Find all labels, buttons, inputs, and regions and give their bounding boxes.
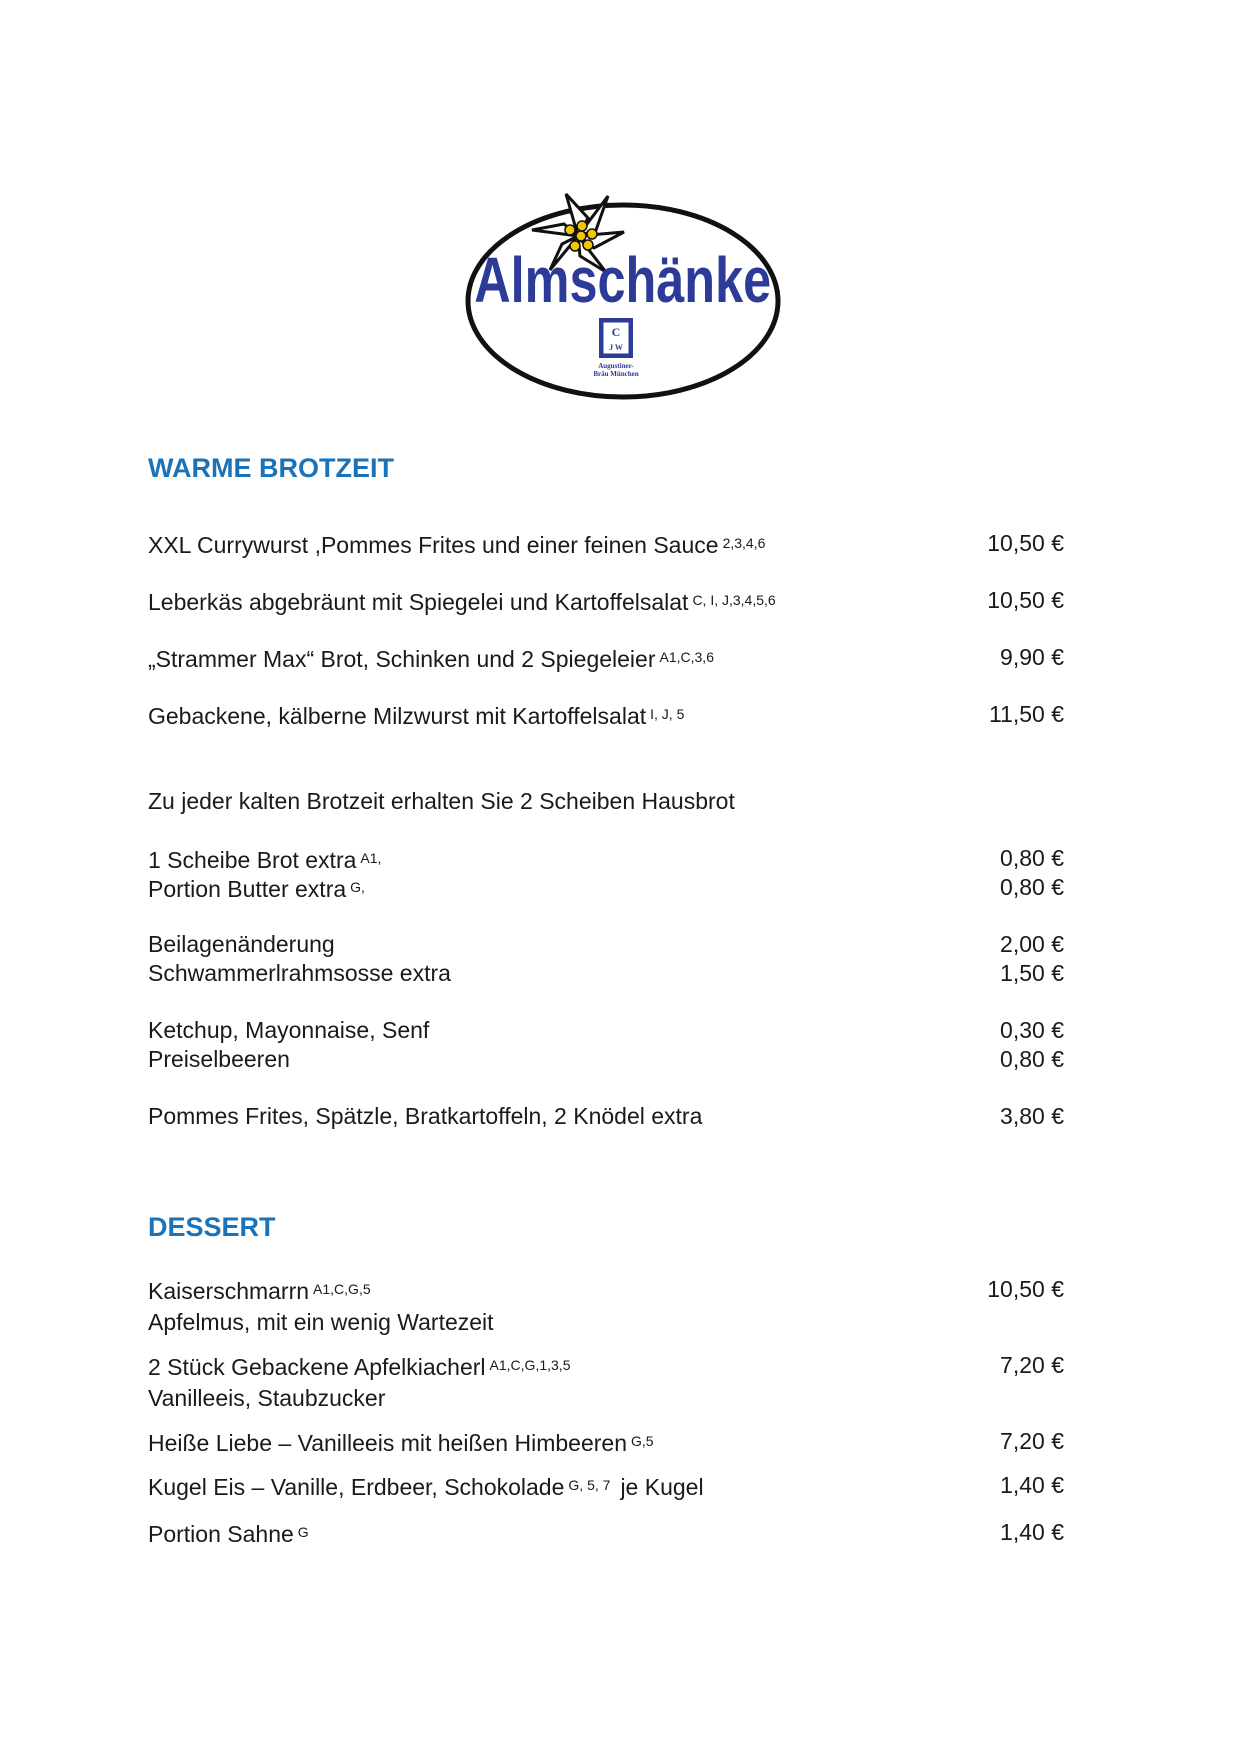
item-name: „Strammer Max“ Brot, Schinken und 2 Spiegeleier $^{A1,C,3,6}$: [148, 646, 714, 672]
item-price: 0,80 €: [1000, 874, 1064, 900]
item-allergens: A1,: [360, 850, 382, 866]
item-name: Heiße Liebe – Vanilleeis mit heißen Himbeeren $^{G,5}$: [148, 1430, 654, 1456]
item-price: 10,50 €: [987, 530, 1064, 556]
item-name: Portion Sahne $^G$: [148, 1521, 309, 1547]
item-price: 0,30 €: [1000, 1017, 1064, 1043]
item-price: 0,80 €: [1000, 845, 1064, 871]
item-allergens: G: [297, 1524, 309, 1540]
item-price: 7,20 €: [1000, 1428, 1064, 1454]
item-name: XXL Currywurst ,Pommes Frites und einer feinen Sauce $^{2,3,4,6}$: [148, 532, 766, 558]
logo-caption-1: Augustiner-: [598, 362, 634, 370]
logo-brand-text: Almschänke: [474, 245, 772, 317]
item-price: 10,50 €: [987, 587, 1064, 613]
item-allergens: 2,3,4,6: [722, 535, 766, 551]
logo-caption-2: Bräu München: [593, 370, 639, 378]
logo-badge-bottom: J W: [609, 343, 623, 352]
item-suffix: je Kugel: [620, 1474, 704, 1500]
item-price: 9,90 €: [1000, 644, 1064, 670]
item-name: Portion Butter extra $^{G,}$: [148, 876, 365, 902]
item-name: Gebackene, kälberne Milzwurst mit Kartoffelsalat $^{I, J, 5}$: [148, 703, 685, 729]
item-price: 1,40 €: [1000, 1472, 1064, 1498]
item-price: 3,80 €: [1000, 1103, 1064, 1129]
item-allergens: G,: [350, 879, 365, 895]
item-price: 1,50 €: [1000, 960, 1064, 986]
item-allergens: A1,C,3,6: [659, 649, 714, 665]
almschaenke-logo: [458, 178, 788, 418]
item-name: Schwammerlrahmsosse extra: [148, 960, 451, 986]
item-price: 1,40 €: [1000, 1519, 1064, 1545]
item-name: Ketchup, Mayonnaise, Senf: [148, 1017, 430, 1043]
item-name: 1 Scheibe Brot extra $^{A1,}$: [148, 847, 382, 873]
item-price: 11,50 €: [988, 701, 1064, 727]
item-allergens: A1,C,G,5: [313, 1281, 371, 1297]
item-name: Pommes Frites, Spätzle, Bratkartoffeln, 2 Knödel extra: [148, 1103, 703, 1129]
item-description: Vanilleeis, Staubzucker: [148, 1385, 386, 1411]
section-title-dessert: DESSERT: [148, 1212, 276, 1242]
item-name: Kaiserschmarrn $^{A1,C,G,5}$: [148, 1278, 371, 1304]
item-allergens: G, 5, 7: [568, 1477, 611, 1493]
item-allergens: C, I, J,3,4,5,6: [692, 592, 776, 608]
item-price: 7,20 €: [1000, 1352, 1064, 1378]
item-name: 2 Stück Gebackene Apfelkiacherl $^{A1,C,G,1,3,5}$: [148, 1354, 571, 1380]
item-name: Beilagenänderung: [148, 931, 335, 957]
item-price: 2,00 €: [1000, 931, 1064, 957]
item-name: Kugel Eis – Vanille, Erdbeer, Schokolade $^{G, 5, 7}$ je Kugel: [148, 1474, 704, 1500]
logo-badge-top: C: [611, 325, 621, 339]
item-allergens: G,5: [630, 1433, 654, 1449]
item-description: Apfelmus, mit ein wenig Wartezeit: [148, 1309, 494, 1335]
item-price: 10,50 €: [987, 1276, 1064, 1302]
item-name: Leberkäs abgebräunt mit Spiegelei und Kartoffelsalat $^{C, I, J,3,4,5,6}$: [148, 589, 776, 615]
item-name: Preiselbeeren: [148, 1046, 290, 1072]
section-title-warme-brotzeit: WARME BROTZEIT: [148, 453, 394, 483]
item-price: 0,80 €: [1000, 1046, 1064, 1072]
item-allergens: I, J, 5: [650, 706, 685, 722]
item-allergens: A1,C,G,1,3,5: [489, 1357, 571, 1373]
